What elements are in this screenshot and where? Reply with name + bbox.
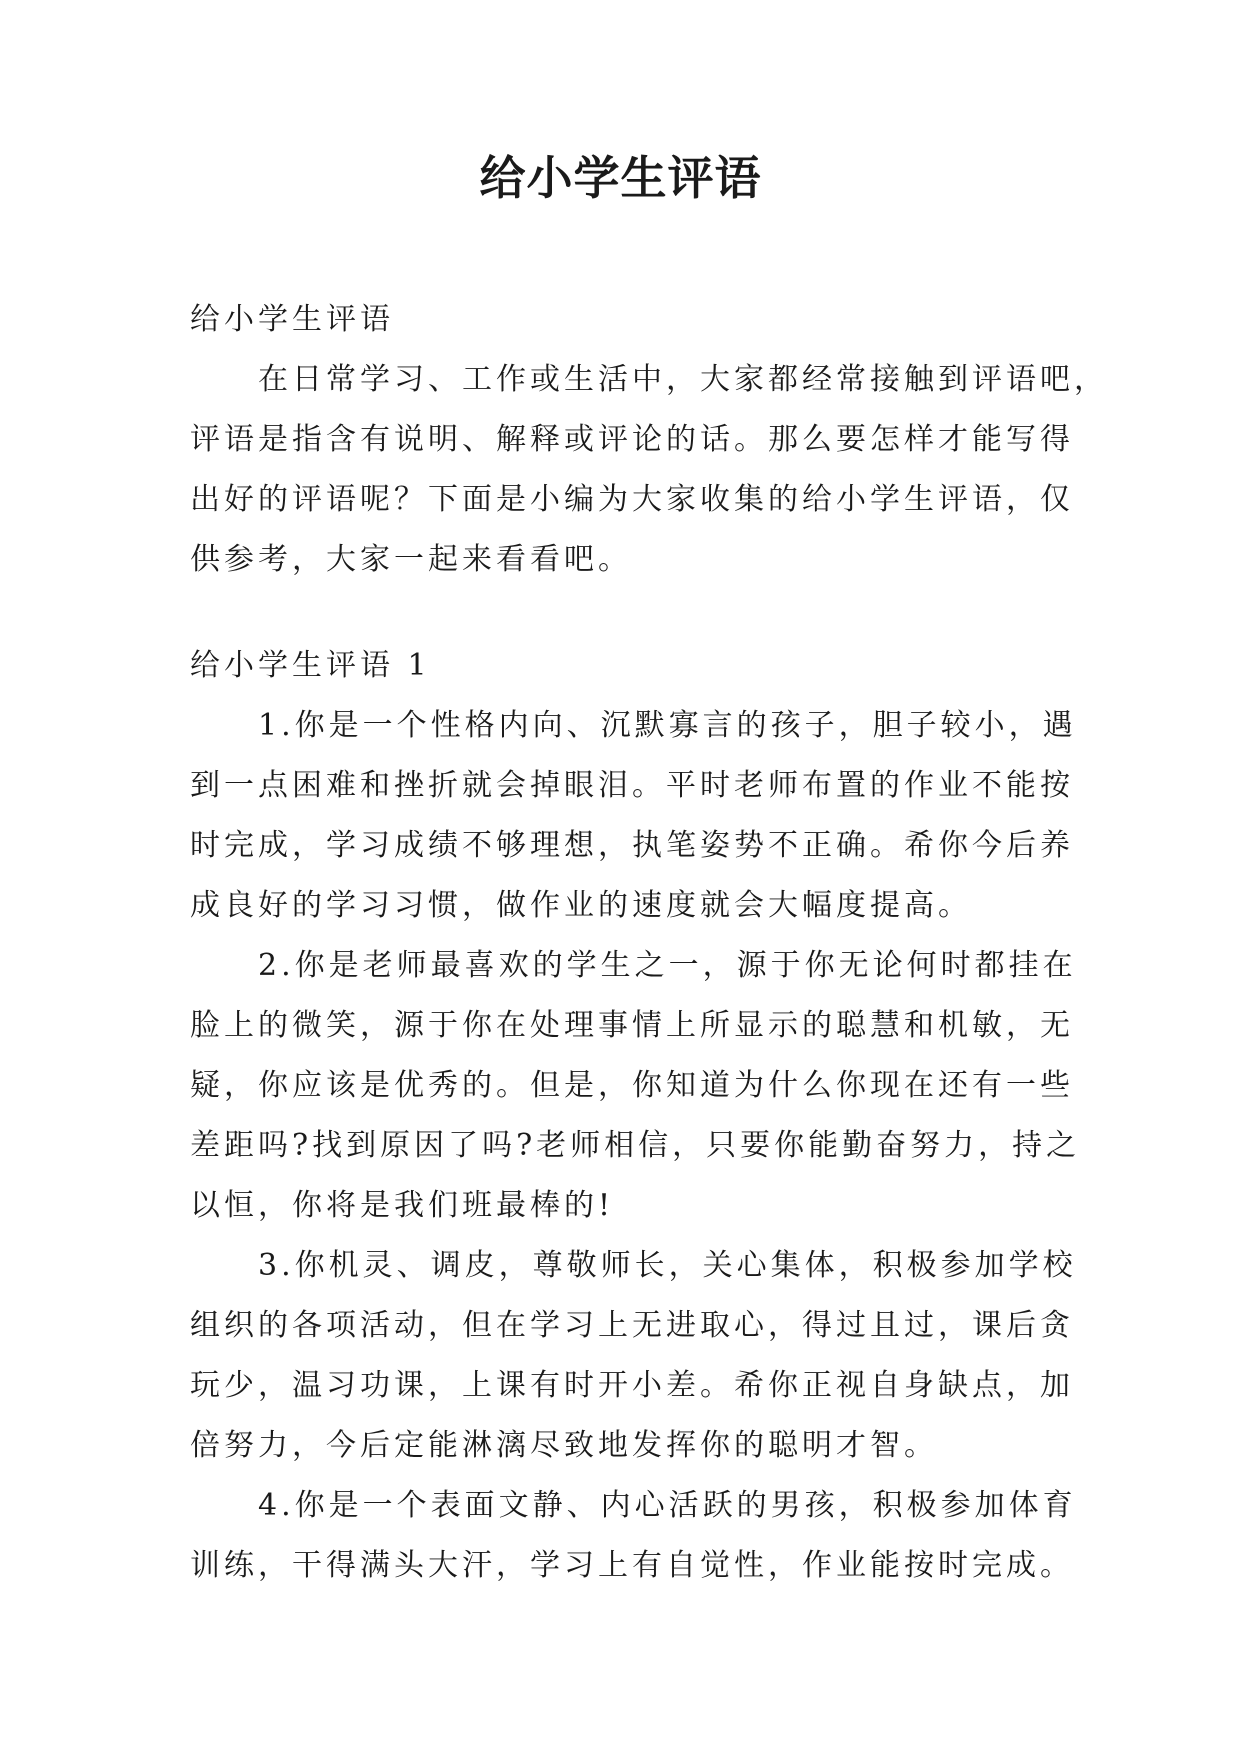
comment-item-2 — [190, 936, 1081, 1236]
comment-line: 疑，你应该是优秀的。但是，你知道为什么你现在还有一些 — [190, 1068, 1074, 1103]
comment-line: 差距吗?找到原因了吗?老师相信，只要你能勤奋努力，持之 — [190, 1128, 1081, 1163]
comment-line: 3.你机灵、调皮，尊敬师长，关心集体，积极参加学校 — [258, 1248, 1077, 1283]
intro-line: 评语是指含有说明、解释或评论的话。那么要怎样才能写得 — [190, 422, 1074, 457]
comment-item-3 — [190, 1236, 1077, 1476]
intro-line: 在日常学习、工作或生活中，大家都经常接触到评语吧， — [258, 362, 1108, 397]
comment-line: 脸上的微笑，源于你在处理事情上所显示的聪慧和机敏，无 — [190, 1008, 1074, 1043]
section-heading: 给小学生评语 1 — [190, 648, 431, 683]
comment-item-1 — [190, 696, 1077, 936]
subtitle: 给小学生评语 — [190, 302, 394, 337]
comment-line: 倍努力，今后定能淋漓尽致地发挥你的聪明才智。 — [190, 1428, 938, 1463]
comment-line: 4.你是一个表面文静、内心活跃的男孩，积极参加体育 — [258, 1488, 1077, 1523]
comment-line: 时完成，学习成绩不够理想，执笔姿势不正确。希你今后养 — [190, 828, 1074, 863]
intro-line: 供参考，大家一起来看看吧。 — [190, 542, 632, 577]
comment-line: 2.你是老师最喜欢的学生之一，源于你无论何时都挂在 — [258, 948, 1077, 983]
comment-line: 组织的各项活动，但在学习上无进取心，得过且过，课后贪 — [190, 1308, 1074, 1343]
document-body — [190, 290, 1108, 1596]
intro-paragraph — [190, 350, 1108, 590]
comment-line: 1.你是一个性格内向、沉默寡言的孩子，胆子较小，遇 — [258, 708, 1077, 743]
comment-line: 到一点困难和挫折就会掉眼泪。平时老师布置的作业不能按 — [190, 768, 1074, 803]
comment-line: 以恒，你将是我们班最棒的! — [190, 1188, 615, 1223]
comment-line: 训练，干得满头大汗，学习上有自觉性，作业能按时完成。 — [190, 1548, 1074, 1583]
document-title: 给小学生评语 — [479, 151, 762, 205]
paragraph-gap — [190, 590, 1050, 636]
comment-line: 玩少，温习功课，上课有时开小差。希你正视自身缺点，加 — [190, 1368, 1074, 1403]
comment-line: 成良好的学习习惯，做作业的速度就会大幅度提高。 — [190, 888, 972, 923]
intro-line: 出好的评语呢？下面是小编为大家收集的给小学生评语，仅 — [190, 482, 1074, 517]
comment-item-4 — [190, 1476, 1077, 1596]
